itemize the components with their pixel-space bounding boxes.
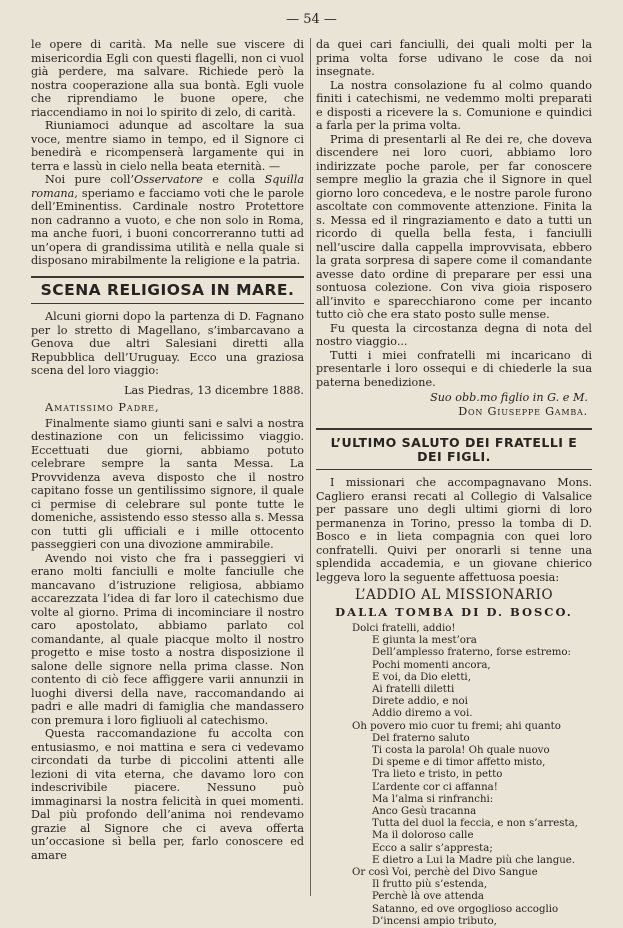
paragraph: La nostra consolazione fu al colmo quando finiti i catechismi, ne vedemmo molti preparati e disposti a ricevere la s. Comunione e quindici a farla per la prima volta. [316,78,592,132]
poem-verse: Il frutto più s’estenda, [372,879,488,891]
paragraph: Riuniamoci adunque ad ascoltare la sua voce, mentre siamo in tempo, ed il Signore ci benedirà e ricompenserà largamente qui in terra e lassù in cielo nella beata eternità. — [31,119,304,173]
paragraph: da quei cari fanciulli, dei quali molti per la prima volta forse udivano le cose da noi insegnate. [316,38,592,78]
poem-verse: E voi, da Dio eletti, [372,671,471,683]
newspaper-name: Osservatore [134,173,203,186]
paragraph: Finalmente siamo giunti sani e salvi a nostra destinazione con un felicissimo viaggio. Eccettuati due giorni, abbiamo potuto celebrare sempre la santa Messa. La Provvidenza aveva disposto che il nostro capitano fosse un gentilissimo signore, il quale ci permise di celebrare sul ponte tutte le domeniche, assistendo esso stesso alla s. Messa con tutti gli ufficiali e i mille ottocento passeggieri con una divozione ammirabile. [31,416,304,551]
paragraph: I missionari che accompagnavano Mons. Cagliero eransi recati al Collegio di Valsalice per passare uno degli ultimi giorni di loro permanenza in Torino, presso la tomba di D. Bosco e in lieta compagnia con quei loro confratelli. Quivi per onorarli si tenne una splendida accademia, e un giovane chierico leggeva loro la seguente affettuosa poesia: [316,476,592,584]
paragraph: Tutti i miei confratelli mi incaricano di presentarle i loro ossequi e di chiederle la sua paterna benedizione. [316,348,592,389]
paragraph-text: Noi pure coll’ [45,173,135,186]
newspaper-name: Squilla romana, [31,173,305,200]
paragraph: Fu questa la circostanza degna di nota del nostro viaggio... [316,321,592,348]
section-title: L’ULTIMO SALUTO DEI FRATELLI E DEI FIGLI. [330,435,578,464]
poem-verse: Ti costa la parola! Oh quale nuovo [372,745,550,757]
section-rule [316,469,592,470]
letter-signoff: Suo obb.mo figlio in G. e M. [430,391,588,404]
poem-verse: L’ardente cor ci affanna! [372,781,498,793]
paragraph: Prima di presentarli al Re dei re, che doveva discendere nei loro cuori, abbiamo loro indirizzate poche parole, per far conoscere sempre meglio la grazia che il Signore in quel giorno loro concedeva, e le nostre parole furono ascoltate con commovente attenzione. Finita la s. Messa ed il ringraziamento e dato a tutti un ricordo di quella bella festa, i fanciulli nell’uscire dalla cappella improvvisata, ebbero la grata sorpresa di sapere come il comandante avesse dato ordine di preparare per essi una sontuosa colezione. Con viva gioia risposero all’invito e sparecchiarono come per incanto tutto ciò che era stato posto sulle mense. [316,132,592,321]
poem-verse: D’incensi ampio tributo, [372,915,497,927]
poem-verse: Ma il doloroso calle [372,830,474,842]
paragraph-text: speriamo e facciamo voti che le parole dell’Eminentiss. Cardinale nostro Protettore non cadranno a vuoto, e che non solo in Roma, ma anche fuori, i buoni concorreranno tutti ad un’opera di grandissima utilità e nella quale si disposano mirabilmente la religione e la patria. [31,186,304,267]
paragraph-text: e colla [202,173,265,186]
poem-body [316,623,592,928]
poem-verse: E dietro a Lui la Madre più che langue. [372,854,576,866]
poem-verse: Tra lieto e tristo, in petto [372,769,503,781]
paragraph: le opere di carità. Ma nelle sue viscere di misericordia Egli con questi flagelli, non ci vuol già perdere, ma salvare. Richiede però la nostra cooperazione alla sua bontà. Egli vuole che riprendiamo le buone opere, che riaccendiamo in noi lo spirito di zelo, di carità. [31,38,304,119]
page-number: — 54 — [286,12,337,27]
column-divider [310,38,311,896]
paragraph: Avendo noi visto che fra i passeggieri vi erano molti fanciulli e molte fanciulle che mancavano d’istruzione religiosa, abbiamo accarezzata l’idea di far loro il catechismo due volte al giorno. Prima di incominciare il nostro caro apostolato, abbiamo parlato col comandante, al quale piacque molto il nostro progetto e mise tosto a nostra disposizione il salone delle signore nella prima classe. Non contento di ciò fece affiggere varii annunzii in luoghi diversi della nave, raccomandando ai padri e alle madri di famiglia che mandassero con premura i loro figliuoli al catechismo. [31,551,304,727]
poem-verse: Del fraterno saluto [372,732,470,744]
poem-verse: Dolci fratelli, addio! [352,623,456,634]
paragraph: Questa raccomandazione fu accolta con entusiasmo, e noi mattina e sera ci vedevamo circondati da turbe di piccolini attenti alle lezioni di vita eterna, che davamo loro con indescrivibile piacere. Nessuno può immaginarsi la nostra felicità in quei momenti. Dal più profondo dell’anima noi rendevamo grazie al Signore che ci aveva offerta un’occasione sì bella per, farlo conoscere ed amare [31,727,304,862]
poem-verse: Direte addio, e noi [372,696,468,708]
poem-verse: Dell’amplesso fraterno, forse estremo: [372,647,571,659]
poem-verse: Or così Voi, perchè del Divo Sangue [352,867,538,879]
poem-verse: Ma l’alma si rinfranchi: [372,793,494,805]
poem-verse: Di speme e di timor affetto misto, [372,757,546,769]
left-column [31,38,304,862]
section-title: SCENA RELIGIOSA IN MARE. [40,280,295,299]
letter-salutation: Amatissimo Padre, [45,401,160,414]
poem-verse: E giunta la mest’ora [372,635,477,647]
poem-verse: Ecco a salir s’appresta; [372,842,493,854]
poem-verse: Satanno, ed ove orgoglioso accoglio [372,903,559,915]
poem-verse: Tutta del duol la feccia, e non s’arresta, [372,818,578,830]
poem-verse: Ai fratelli diletti [372,684,455,696]
section-rule [31,303,304,304]
section-rule [31,276,304,278]
poem-verse: Anco Gesù tracanna [372,806,477,818]
paragraph: Alcuni giorni dopo la partenza di D. Fagnano per lo stretto di Magellano, s’imbarcavano a Genova due altri Salesiani diretti alla Repubblica dell’Uruguay. Ecco una graziosa scena del loro viaggio: [31,310,304,377]
poem-verse: Pochi momenti ancora, [372,659,491,671]
letter-dateline: Las Piedras, 13 dicembre 1888. [124,383,304,397]
section-rule [316,428,592,430]
right-column [316,38,592,928]
letter-signature: Don Giuseppe Gamba. [458,404,588,418]
paragraph [31,173,304,268]
poem-subtitle: DALLA TOMBA DI D. BOSCO. [335,604,573,619]
poem-verse: Addio diremo a voi. [372,708,473,720]
poem-verse: Oh povero mio cuor tu fremi; ahi quanto [352,720,561,732]
poem-verse: Perchè là ove attenda [372,891,485,903]
poem-title: L’ADDIO AL MISSIONARIO [354,587,554,603]
